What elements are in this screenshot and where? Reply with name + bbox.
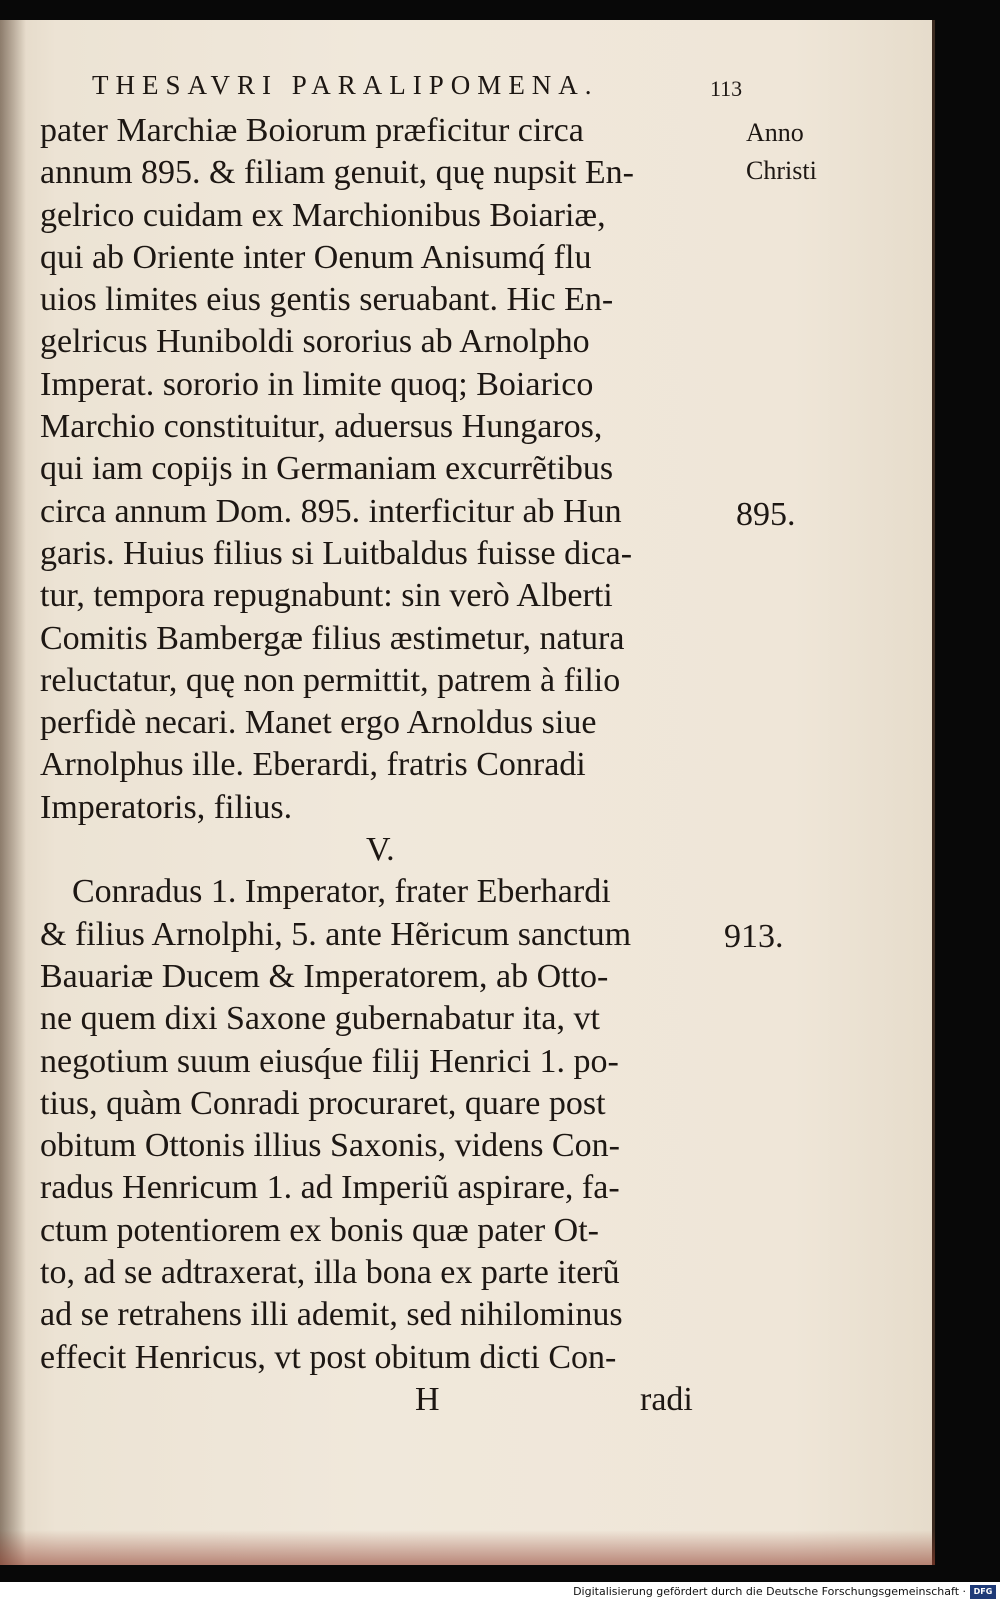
text-line: negotium suum eiusq́ue filij Henrici 1. po- [40, 1042, 619, 1080]
text-line: Imperatoris, filius. [40, 788, 293, 826]
margin-note-anno-christi [746, 114, 817, 190]
text-line: to, ad se adtraxerat, illa bona ex parte iterũ [40, 1254, 620, 1292]
page-edge [0, 1530, 935, 1565]
text-line: ad se retrahens illi ademit, sed nihilominus [40, 1296, 623, 1334]
margin-year-895: 895. [736, 496, 796, 533]
margin-christi: Christi [746, 156, 817, 185]
text-line: gelrico cuidam ex Marchionibus Boiariæ, [40, 196, 606, 234]
margin-year-913: 913. [724, 918, 784, 955]
catchword: radi [640, 1380, 693, 1418]
running-title: THESAVRI PARALIPOMENA. [92, 70, 599, 100]
margin-anno: Anno [746, 118, 804, 147]
text-line: Conradus 1. Imperator, frater Eberhardi [72, 873, 611, 911]
text-block [40, 110, 740, 1421]
page-number: 113 [710, 76, 743, 101]
section-heading: V. [366, 831, 395, 869]
dfg-logo: DFG [970, 1585, 996, 1599]
text-line: effecit Henricus, vt post obitum dicti Con- [40, 1338, 617, 1376]
text-line: uios limites eius gentis seruabant. Hic En- [40, 281, 614, 319]
text-line: qui ab Oriente inter Oenum Anisumq́ flu [40, 238, 592, 276]
funding-credit: Digitalisierung gefördert durch die Deutsche Forschungsgemeinschaft · [573, 1585, 966, 1598]
text-line: Comitis Bambergæ filius æstimetur, natura [40, 619, 625, 657]
paragraph-body [40, 110, 740, 829]
text-line: circa annum Dom. 895. interficitur ab Hun [40, 492, 622, 530]
signature-mark: H [415, 1380, 440, 1418]
text-line: tur, tempora repugnabunt: sin verò Alberti [40, 577, 613, 615]
gutter-shadow [0, 20, 26, 1565]
digitization-footer [0, 1582, 1000, 1603]
text-line: pater Marchiæ Boiorum præficitur circa [40, 112, 584, 149]
text-line: ne quem dixi Saxone gubernabatur ita, vt [40, 1000, 600, 1038]
text-line: Arnolphus ille. Eberardi, fratris Conradi [40, 746, 586, 784]
text-line: reluctatur, quę non permittit, patrem à filio [40, 661, 621, 699]
text-line: Bauariæ Ducem & Imperatorem, ab Otto- [40, 957, 609, 995]
paragraph-section-v [40, 871, 740, 1379]
page-footer-line [40, 1379, 740, 1421]
text-line: perfidè necari. Manet ergo Arnoldus siue [40, 704, 597, 742]
text-line: ctum potentiorem ex bonis quæ pater Ot- [40, 1211, 599, 1249]
text-line: gelricus Huniboldi sororius ab Arnolpho [40, 323, 590, 361]
text-line: annum 895. & filiam genuit, quę nupsit En- [40, 154, 634, 192]
text-line: Imperat. sororio in limite quoq; Boiarico [40, 365, 594, 403]
text-line: garis. Huius filius si Luitbaldus fuisse dica- [40, 534, 633, 572]
text-line: radus Henricum 1. ad Imperiũ aspirare, fa- [40, 1169, 620, 1207]
text-line: obitum Ottonis illius Saxonis, videns Con- [40, 1127, 620, 1165]
text-line: qui iam copijs in Germaniam excurrẽtibus [40, 450, 614, 488]
text-line: Marchio constituitur, aduersus Hungaros, [40, 408, 603, 446]
text-line: & filius Arnolphi, 5. ante Hẽricum sanctum [40, 915, 632, 953]
text-line: tius, quàm Conradi procuraret, quare post [40, 1084, 606, 1122]
